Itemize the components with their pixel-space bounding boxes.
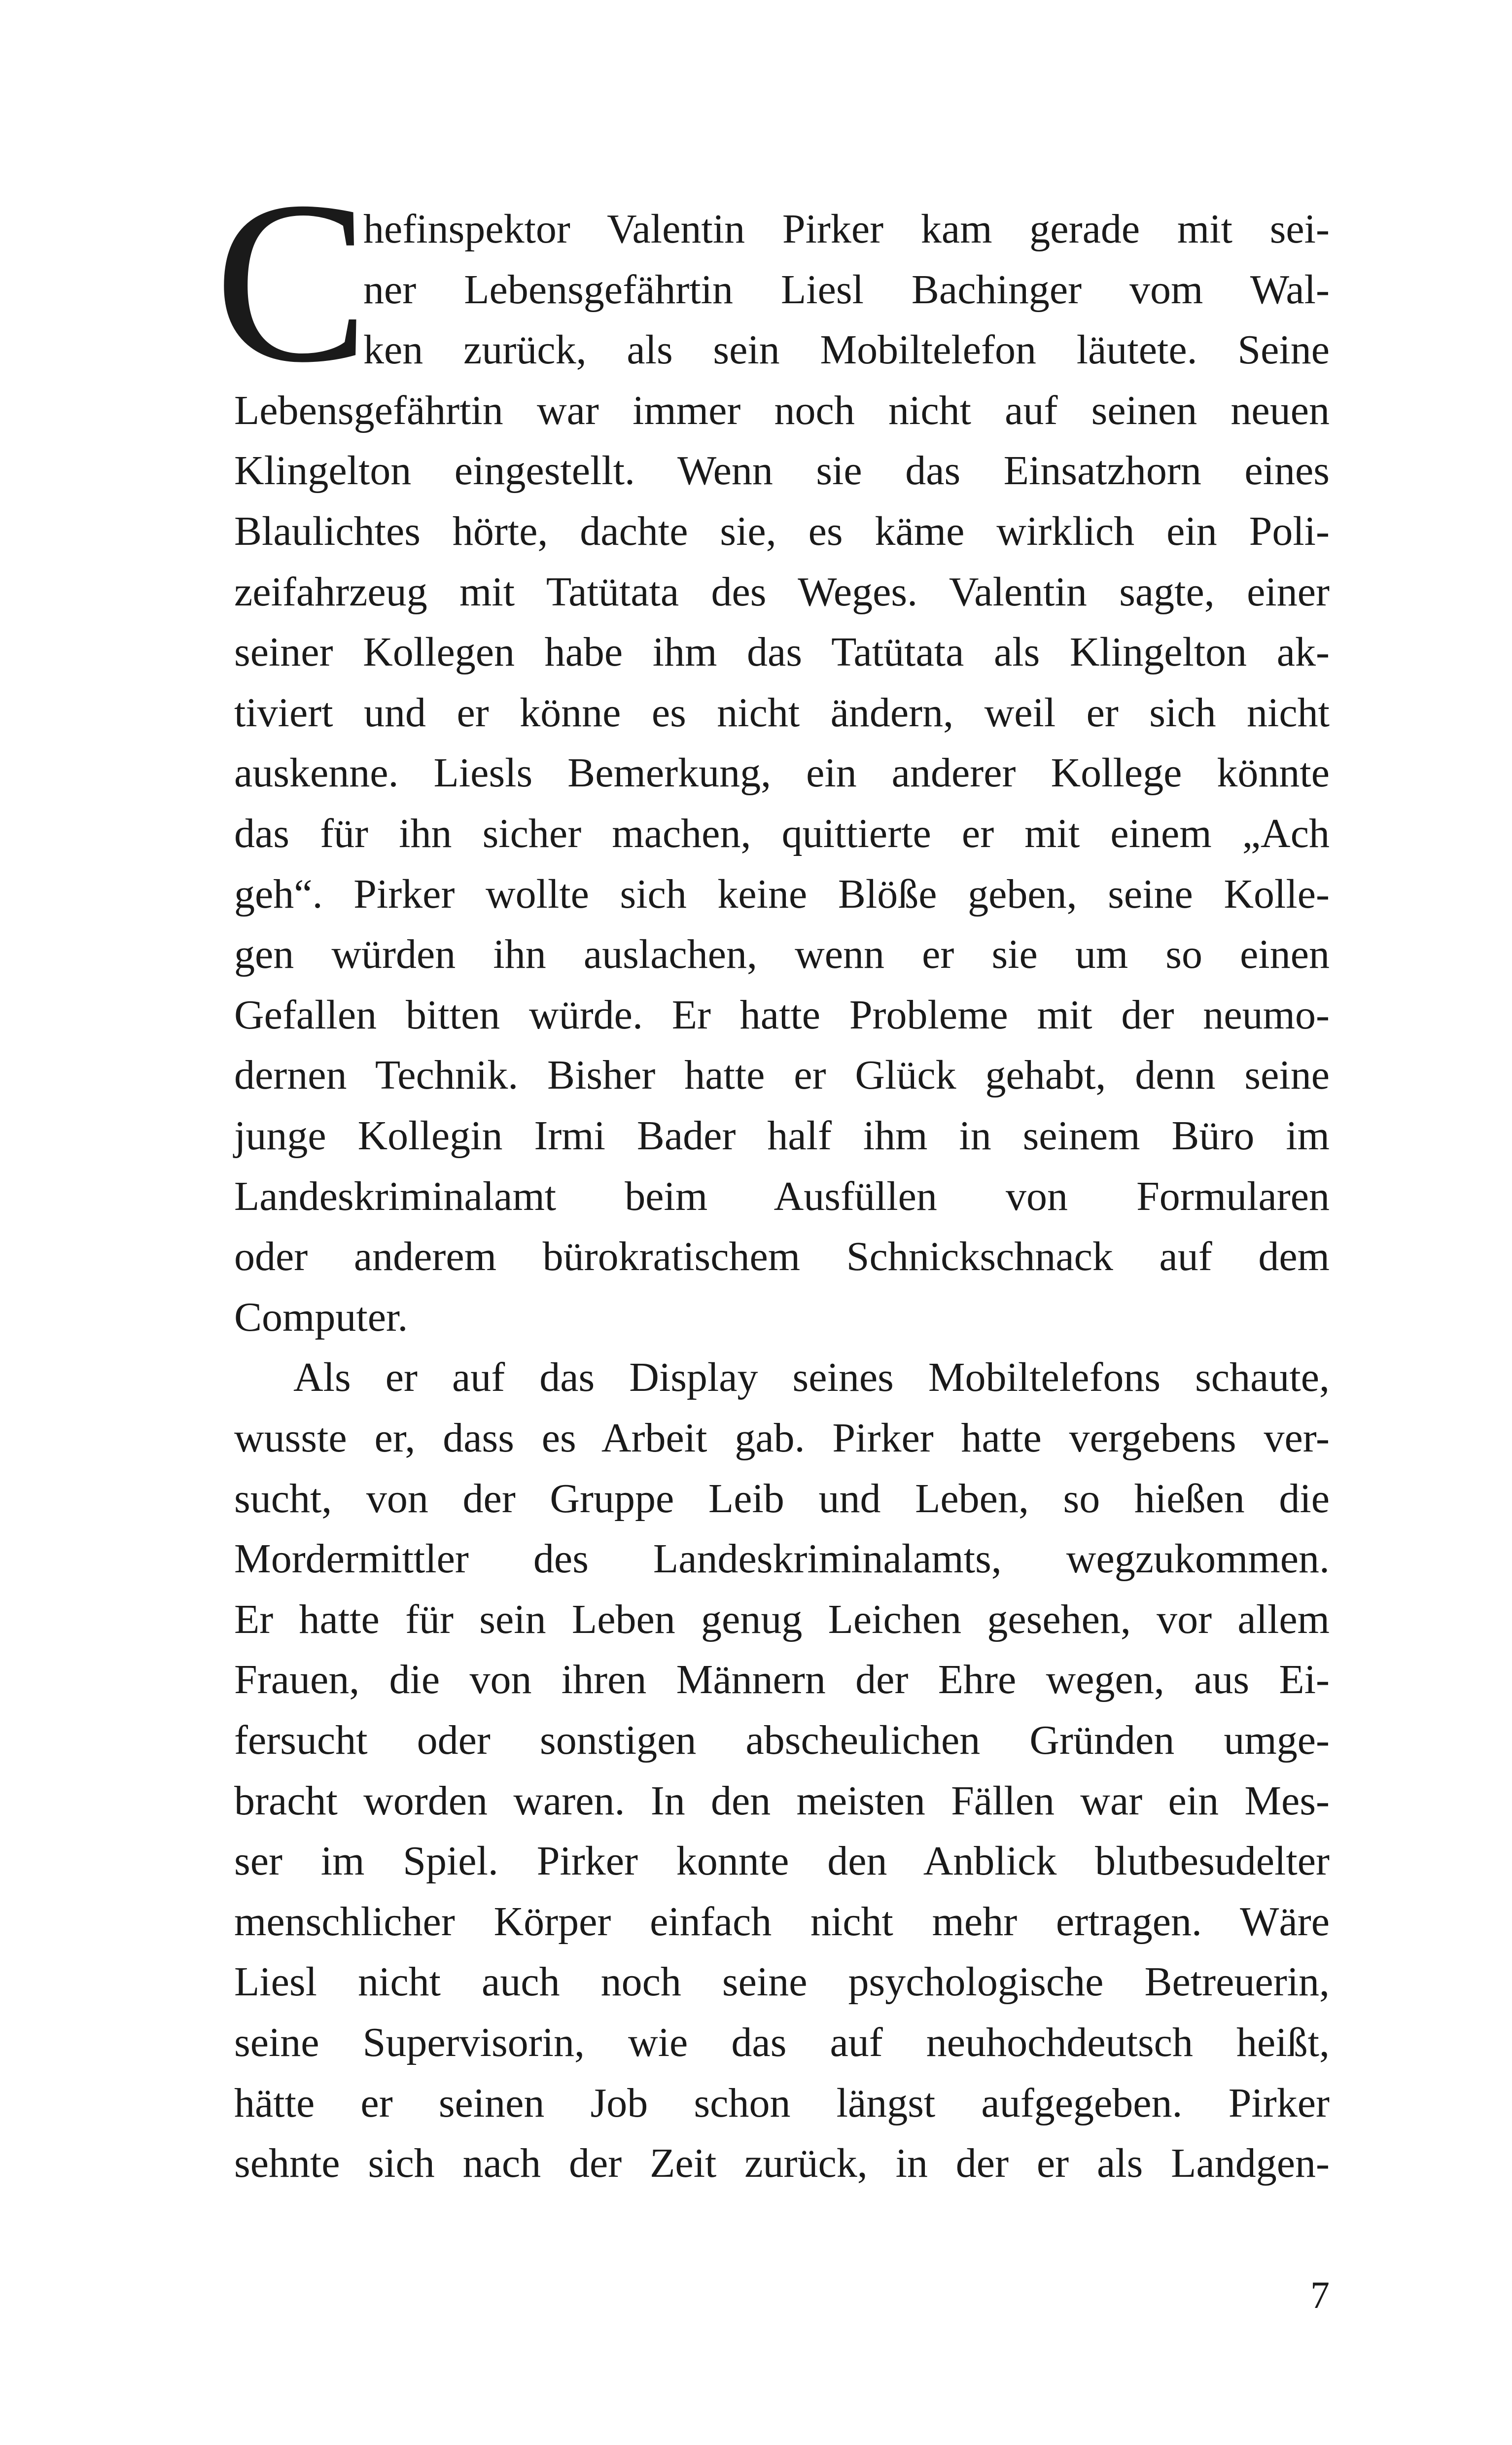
text-line: Als er auf das Display seines Mobiltelefons schaute, — [293, 1354, 1330, 1401]
text-line: Blaulichtes hörte, dachte sie, es käme wirklich ein Poli- — [234, 508, 1330, 554]
text-line: oder anderem bürokratischem Schnickschnack auf dem — [234, 1234, 1330, 1280]
text-line: Mordermittler des Landeskriminalamts, wegzukommen. — [234, 1536, 1330, 1582]
text-line: gen würden ihn auslachen, wenn er sie um so einen — [234, 931, 1330, 978]
text-line: Lebensgefährtin war immer noch nicht auf seinen neuen — [234, 387, 1330, 433]
page-number: 7 — [1310, 2273, 1330, 2316]
text-line: sucht, von der Gruppe Leib und Leben, so hießen die — [234, 1475, 1330, 1522]
text-line: Landeskriminalamt beim Ausfüllen von Formularen — [234, 1173, 1330, 1219]
text-line: auskenne. Liesls Bemerkung, ein anderer Kollege könnte — [234, 750, 1330, 796]
text-line: Gefallen bitten würde. Er hatte Probleme mit der neumo- — [234, 992, 1330, 1038]
text-line: fersucht oder sonstigen abscheulichen Gründen umge- — [234, 1717, 1330, 1763]
text-line: Frauen, die von ihren Männern der Ehre wegen, aus Ei- — [234, 1657, 1330, 1703]
text-line: Liesl nicht auch noch seine psychologische Betreuerin, — [234, 1959, 1330, 2005]
text-line: menschlicher Körper einfach nicht mehr ertragen. Wäre — [234, 1898, 1330, 1945]
text-line: zeifahrzeug mit Tatütata des Weges. Valentin sagte, einer — [234, 568, 1330, 615]
drop-cap: C — [214, 153, 369, 410]
text-line: Klingelton eingestellt. Wenn sie das Einsatzhorn eines — [234, 448, 1330, 494]
text-line: Er hatte für sein Leben genug Leichen gesehen, vor allem — [234, 1596, 1330, 1642]
text-line: tiviert und er könne es nicht ändern, weil er sich nicht — [234, 689, 1330, 736]
text-line: hätte er seinen Job schon längst aufgegeben. Pirker — [234, 2080, 1330, 2126]
text-line: bracht worden waren. In den meisten Fällen war ein Mes- — [234, 1777, 1330, 1824]
text-line: ner Lebensgefährtin Liesl Bachinger vom Wal- — [363, 266, 1330, 313]
text-line: ser im Spiel. Pirker konnte den Anblick blutbesudelter — [234, 1838, 1330, 1884]
text-line: wusste er, dass es Arbeit gab. Pirker hatte vergebens ver- — [234, 1415, 1330, 1461]
text-line: junge Kollegin Irmi Bader half ihm in seinem Büro im — [234, 1113, 1330, 1159]
text-line: seiner Kollegen habe ihm das Tatütata als Klingelton ak- — [234, 629, 1330, 675]
text-line: dernen Technik. Bisher hatte er Glück gehabt, denn seine — [234, 1052, 1330, 1098]
text-line: sehnte sich nach der Zeit zurück, in der er als Landgen- — [234, 2140, 1330, 2187]
text-line: seine Supervisorin, wie das auf neuhochdeutsch heißt, — [234, 2020, 1330, 2065]
text-line: geh“. Pirker wollte sich keine Blöße geben, seine Kolle- — [234, 871, 1330, 917]
text-line: Computer. — [234, 1294, 408, 1340]
text-line: das für ihn sicher machen, quittierte er mit einem „Ach — [234, 811, 1330, 856]
text-line: hefinspektor Valentin Pirker kam gerade mit sei- — [363, 206, 1330, 252]
text-line: ken zurück, als sein Mobiltelefon läutete. Seine — [363, 327, 1330, 373]
